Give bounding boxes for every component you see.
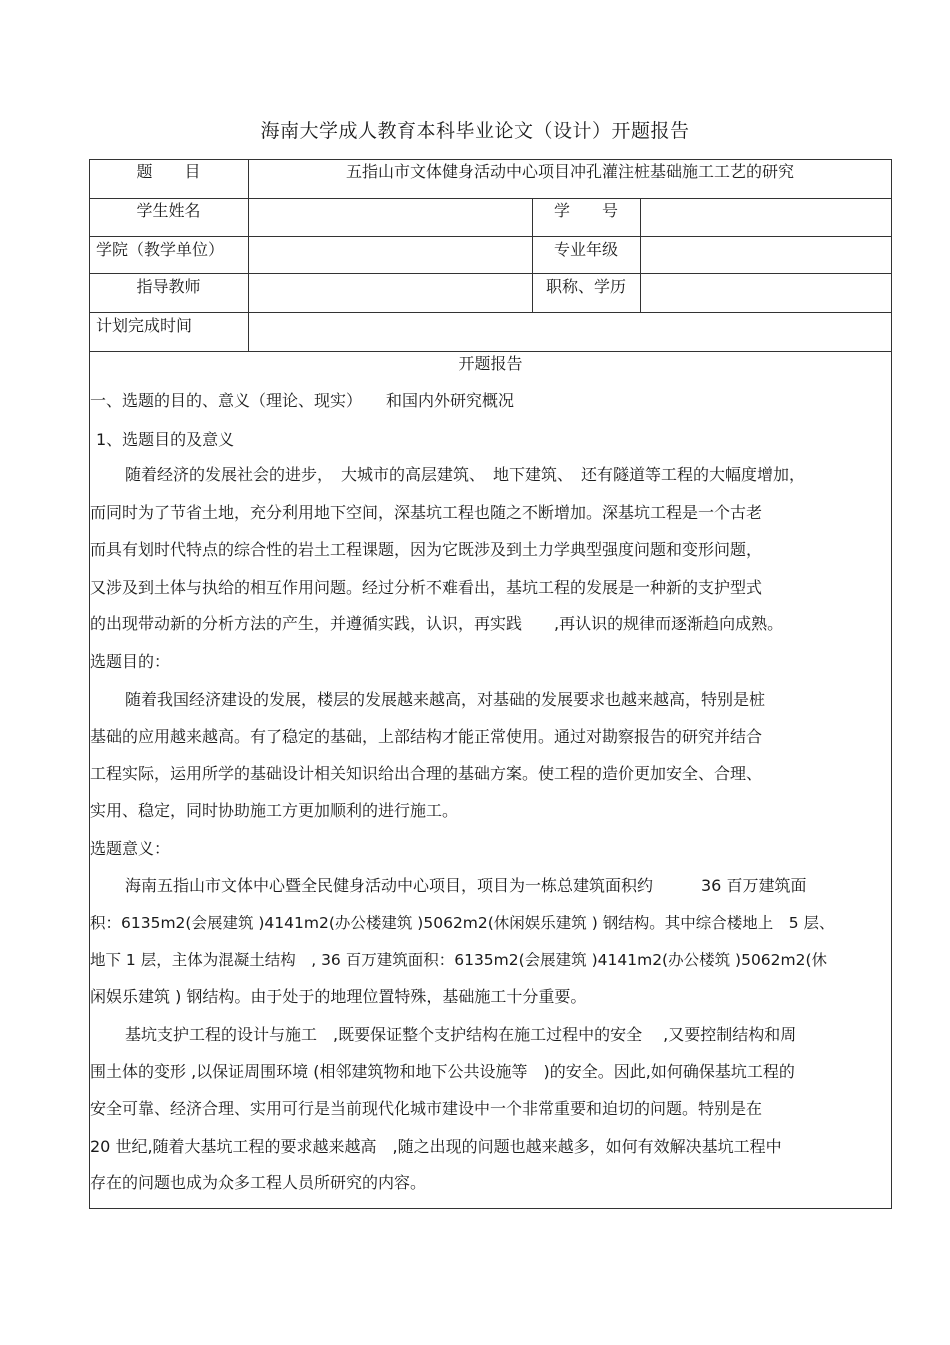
- student-name-label: 学生姓名: [136, 201, 201, 220]
- paragraph-line: 20 世纪,随着大基坑工程的要求越来越高 ,随之出现的问题也越来越多，如何有效解决基坑工程中: [90, 1137, 782, 1156]
- paragraph-line: 海南五指山市文体中心暨全民健身活动中心项目，项目为一栋总建筑面积约 36 百万建筑面: [125, 876, 807, 895]
- paragraph-line: 基坑支护工程的设计与施工 ,既要保证整个支护结构在施工过程中的安全 ,又要控制结构和周: [125, 1025, 797, 1044]
- column-divider: [640, 198, 641, 312]
- paragraph-line: 又涉及到土体与执给的相互作用问题。经过分析不难看出，基坑工程的发展是一种新的支护型式: [90, 578, 763, 597]
- subheading-purpose: 选题目的：: [90, 652, 171, 671]
- paragraph-line: 而具有划时代特点的综合性的岩土工程课题，因为它既涉及到土力学典型强度问题和变形问题，: [90, 540, 763, 559]
- row-divider: [89, 351, 892, 352]
- row-divider: [89, 312, 892, 313]
- topic-label: 题 目: [136, 162, 201, 181]
- section-heading: 一、选题的目的、意义（理论、现实） 和国内外研究概况: [90, 391, 515, 410]
- topic-value: 五指山市文体健身活动中心项目冲孔灌注桩基础施工工艺的研究: [345, 162, 794, 181]
- paragraph-line: 地下 1 层，主体为混凝土结构 , 36 百万建筑面积：6135m2(会展建筑 )4141m2(办公楼筑 )5062m2(休: [90, 951, 828, 969]
- paragraph-line: 闲娱乐建筑 ) 钢结构。由于处于的地理位置特殊，基础施工十分重要。: [90, 987, 587, 1006]
- row-divider: [89, 273, 892, 274]
- student-id-label: 学 号: [553, 201, 618, 220]
- major-label: 专业年级: [553, 240, 618, 259]
- report-heading: 开题报告: [458, 354, 523, 373]
- paragraph-line: 的出现带动新的分析方法的产生，并遵循实践，认识，再实践 ,再认识的规律而逐渐趋向成熟。: [90, 614, 784, 633]
- advisor-label: 指导教师: [136, 277, 201, 296]
- paragraph-line: 工程实际，运用所学的基础设计相关知识给出合理的基础方案。使工程的造价更加安全、合理、: [90, 764, 763, 783]
- paragraph-line: 存在的问题也成为众多工程人员所研究的内容。: [90, 1173, 427, 1192]
- rank-label: 职称、学历: [545, 277, 626, 296]
- paragraph-line: 基础的应用越来越高。有了稳定的基础，上部结构才能正常使用。通过对勘察报告的研究并结合: [90, 727, 763, 746]
- row-divider: [89, 198, 892, 199]
- college-label: 学院（教学单位）: [96, 240, 225, 259]
- paragraph-line: 随着我国经济建设的发展，楼层的发展越来越高，对基础的发展要求也越来越高，特别是桩: [125, 690, 766, 709]
- subheading-significance: 选题意义：: [90, 839, 171, 858]
- document-title: 海南大学成人教育本科毕业论文（设计）开题报告: [260, 120, 690, 142]
- paragraph-line: 围土体的变形 ,以保证周围环境 (相邻建筑物和地下公共设施等 )的安全。因此,如何确保基坑工程的: [90, 1062, 795, 1081]
- paragraph-line: 而同时为了节省土地，充分利用地下空间，深基坑工程也随之不断增加。深基坑工程是一个古老: [90, 503, 763, 522]
- row-divider: [89, 236, 892, 237]
- paragraph-line: 积：6135m2(会展建筑 )4141m2(办公楼建筑 )5062m2(休闲娱乐建筑 ) 钢结构。其中综合楼地上 5 层、: [90, 914, 835, 932]
- deadline-label: 计划完成时间: [96, 316, 193, 335]
- paragraph-line: 安全可靠、经济合理、实用可行是当前现代化城市建设中一个非常重要和迫切的问题。特别是在: [90, 1099, 763, 1118]
- paragraph-line: 随着经济的发展社会的进步， 大城市的高层建筑、 地下建筑、 还有隧道等工程的大幅度增加，: [125, 465, 806, 484]
- column-divider: [248, 159, 249, 351]
- subsection-heading: 1、选题目的及意义: [96, 430, 235, 449]
- paragraph-line: 实用、稳定，同时协助施工方更加顺利的进行施工。: [90, 801, 459, 820]
